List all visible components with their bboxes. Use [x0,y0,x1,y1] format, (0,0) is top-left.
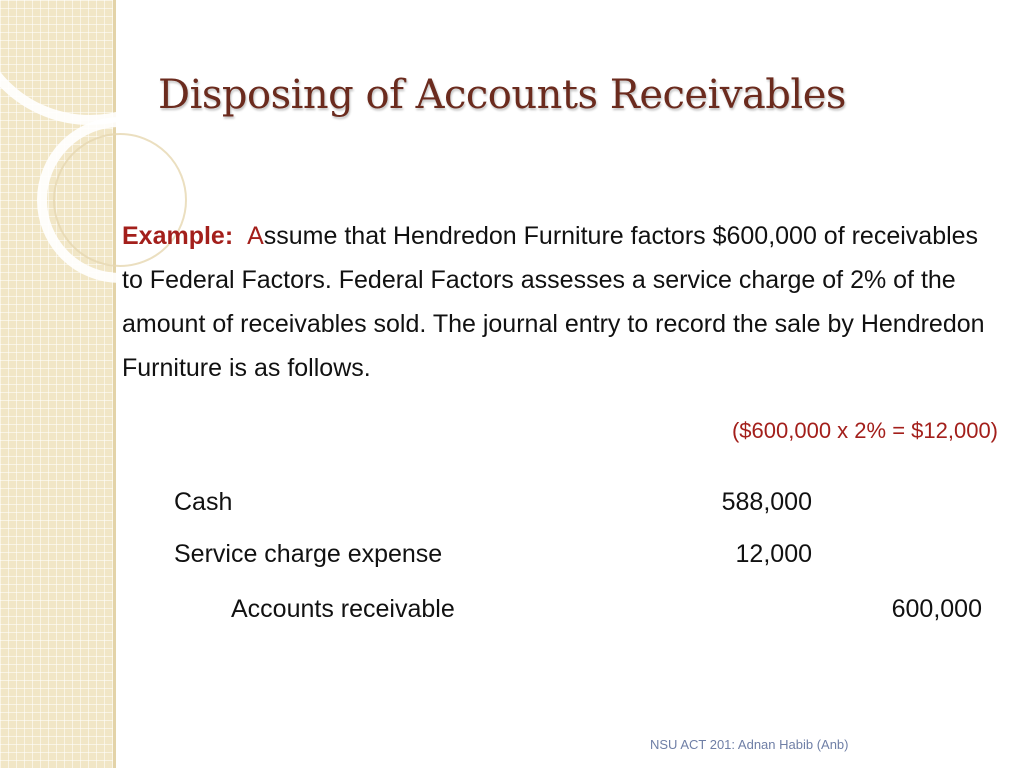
example-text: ssume that Hendredon Furniture factors $600,000 of receivables to Federal Factors. Federal Factors assesses a service charge of 2% of the amount of receivables sold. The journal entry to record the sale by Hendredon Furniture is as follows. [122,222,985,382]
je-account-service-charge: Service charge expense [174,540,443,568]
slide-title: Disposing of Accounts Receivables [158,72,846,118]
je-debit-service-charge: 12,000 [735,540,812,568]
je-credit-receivable: 600,000 [891,595,982,623]
je-account-receivable: Accounts receivable [231,595,455,623]
je-debit-cash: 588,000 [721,488,812,516]
example-first-letter: A [247,222,264,250]
example-paragraph [122,214,1002,390]
je-account-cash: Cash [174,488,233,516]
calculation-note: ($600,000 x 2% = $12,000) [731,418,998,443]
example-label: Example: [122,222,234,250]
slide-footer: NSU ACT 201: Adnan Habib (Anb) [650,737,849,752]
